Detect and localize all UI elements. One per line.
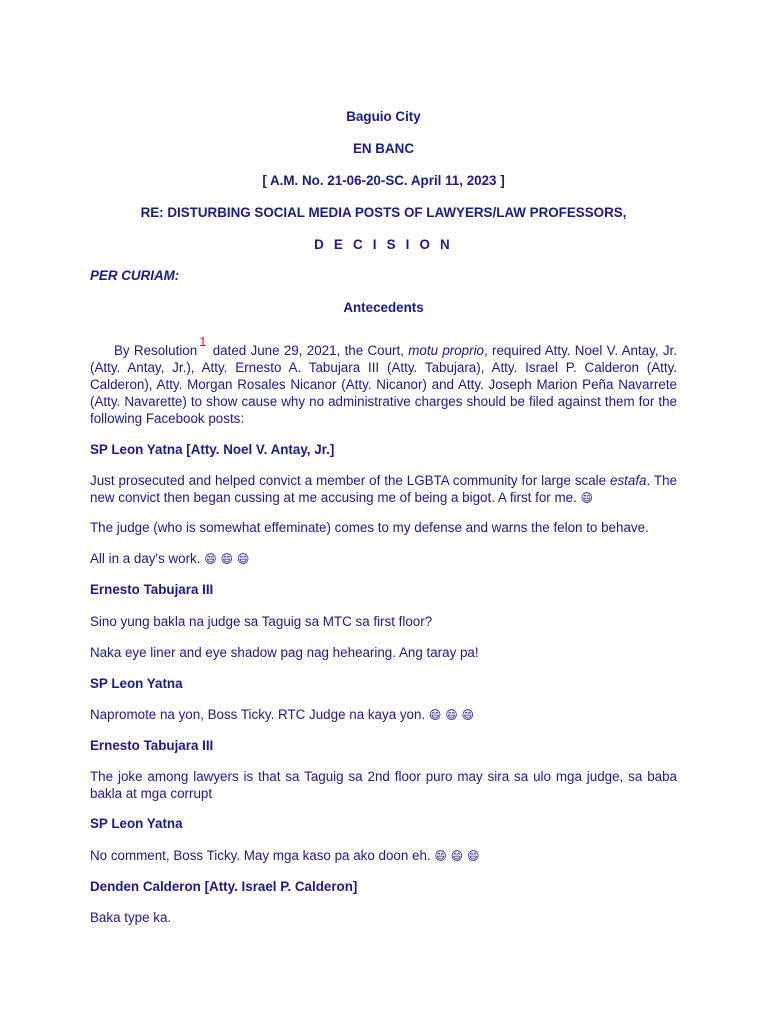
post-1-text-a: Just prosecuted and helped convict a member of the LGBTA community for large scale <box>90 473 611 488</box>
post-1-line-3 <box>90 550 677 568</box>
intro-text-c: , required Atty. Noel V. Antay, Jr. (Atty. Antay, Jr.), Atty. Ernesto A. Tabujara III (Atty. Tabujara), Atty. Israel P. Calderon (Atty. Calderon), Atty. Morgan Rosales Nicanor (Atty. Nicanor) and Atty. Joseph Marion Peña Navarrete (Atty. Navarette) to show cause why no administrative charges should be filed against them for the following Facebook posts: <box>90 343 677 426</box>
post-1-line-1 <box>90 472 677 507</box>
header-city: Baguio City <box>346 109 421 124</box>
post-6-line-1: Baka type ka. <box>90 910 172 925</box>
post-5-text: No comment, Boss Ticky. May mga kaso pa ako doon eh. <box>90 848 435 863</box>
laughing-emoji-icon: 😄 <box>580 491 594 505</box>
section-heading: Antecedents <box>343 300 424 315</box>
post-4-line-1: The joke among lawyers is that sa Taguig sa 2nd floor puro may sira sa ulo mga judge, sa baba bakla at mga corrupt <box>90 769 677 801</box>
intro-italic: motu proprio <box>408 343 484 358</box>
case-number: [ A.M. No. 21-06-20-SC. April 11, 2023 ] <box>262 173 505 188</box>
post-author-4: Ernesto Tabujara III <box>90 738 214 753</box>
post-author-3: SP Leon Yatna <box>90 676 183 691</box>
post-3-line-1 <box>90 706 677 724</box>
per-curiam: PER CURIAM: <box>90 268 180 283</box>
post-1-italic: estafa <box>610 473 647 488</box>
intro-text-b: dated June 29, 2021, the Court, <box>208 343 409 358</box>
decision-heading: D E C I S I O N <box>314 237 453 252</box>
post-1-line-2: The judge (who is somewhat effeminate) comes to my defense and warns the felon to behave. <box>90 520 649 535</box>
intro-paragraph <box>90 334 677 427</box>
laughing-emoji-icon: 😄 😄 😄 <box>428 708 475 722</box>
post-3-text: Napromote na yon, Boss Ticky. RTC Judge na kaya yon. <box>90 707 429 722</box>
header-division: EN BANC <box>352 141 414 156</box>
post-1-text-b: . The new convict then began cussing at me accusing me of being a bigot. A first for me. <box>90 473 677 505</box>
post-author-1: SP Leon Yatna [Atty. Noel V. Antay, Jr.] <box>90 442 335 457</box>
post-author-2: Ernesto Tabujara III <box>90 582 214 597</box>
post-author-6: Denden Calderon [Atty. Israel P. Calderon] <box>90 879 358 894</box>
post-2-line-1: Sino yung bakla na judge sa Taguig sa MTC sa first floor? <box>90 614 433 629</box>
laughing-emoji-icon: 😄 😄 😄 <box>204 552 250 566</box>
intro-text-a: By Resolution <box>114 343 198 358</box>
footnote-marker[interactable]: 1 <box>199 334 207 349</box>
case-title: RE: DISTURBING SOCIAL MEDIA POSTS OF LAWYERS/LAW PROFESSORS, <box>140 205 627 220</box>
laughing-emoji-icon: 😄 😄 😄 <box>434 849 480 863</box>
post-5-line-1 <box>90 847 677 865</box>
post-1-line-3-text: All in a day's work. <box>90 551 205 566</box>
post-author-5: SP Leon Yatna <box>90 816 183 831</box>
post-2-line-2: Naka eye liner and eye shadow pag nag hehearing. Ang taray pa! <box>90 645 479 660</box>
